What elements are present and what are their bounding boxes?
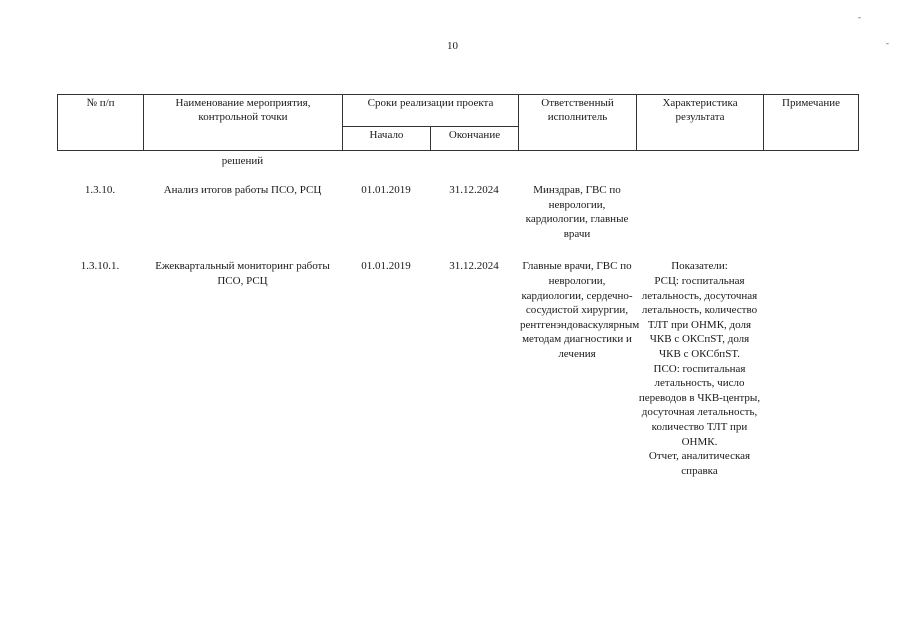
table-row: [57, 259, 858, 478]
header-responsible: Ответственный исполнитель: [519, 95, 637, 151]
row-end: 31.12.2024: [449, 184, 499, 196]
scan-mark: -: [886, 38, 889, 48]
header-note: Примечание: [764, 95, 859, 151]
row-end: 31.12.2024: [449, 260, 499, 273]
row-num: 1.3.10.1.: [80, 260, 120, 273]
row-name: Ежеквартальный мониторинг работы ПСО, РСЦ: [155, 260, 330, 287]
header-name: Наименование мероприятия, контрольной точки: [144, 95, 343, 151]
row-name: Анализ итогов работы ПСО, РСЦ: [163, 184, 322, 196]
table-body: [57, 183, 858, 478]
row-note: [763, 183, 858, 259]
header-result: Характеристика результата: [637, 95, 764, 151]
row-note: [763, 259, 858, 478]
row-responsible: Минздрав, ГВС по неврологии, кардиологии, главные врачи: [525, 184, 629, 240]
page-number: 10: [447, 40, 458, 52]
continued-text: решений: [221, 155, 264, 167]
row-result: Показатели: РСЦ: госпитальная летальность, досуточная летальность, количество ТЛТ при ОНМК, доля ЧКВ с ОКСпST, доля ЧКВ с ОКСбпST. ПСО: госпитальная летальность, число переводов в ЧКВ-центры, досуточная летальность, количество ТЛТ при ОНМК. Отчет, аналитическая справка: [638, 260, 761, 477]
table-row: [57, 183, 858, 259]
scan-mark: -: [858, 12, 861, 22]
row-start: 01.01.2019: [361, 184, 411, 196]
row-result: [636, 183, 763, 259]
header-dates: Сроки реализации проекта: [343, 95, 519, 127]
header-num: № п/п: [58, 95, 144, 151]
row-start: 01.01.2019: [361, 260, 411, 273]
table-header: [57, 94, 859, 151]
row-num: 1.3.10.: [84, 184, 116, 196]
row-responsible: Главные врачи, ГВС по неврологии, кардиологии, сердечно-сосудистой хирургии, рентгенэндоваскулярным методам диагностики и лечения: [520, 260, 640, 360]
header-end: Окончание: [431, 127, 519, 151]
header-start: Начало: [343, 127, 431, 151]
